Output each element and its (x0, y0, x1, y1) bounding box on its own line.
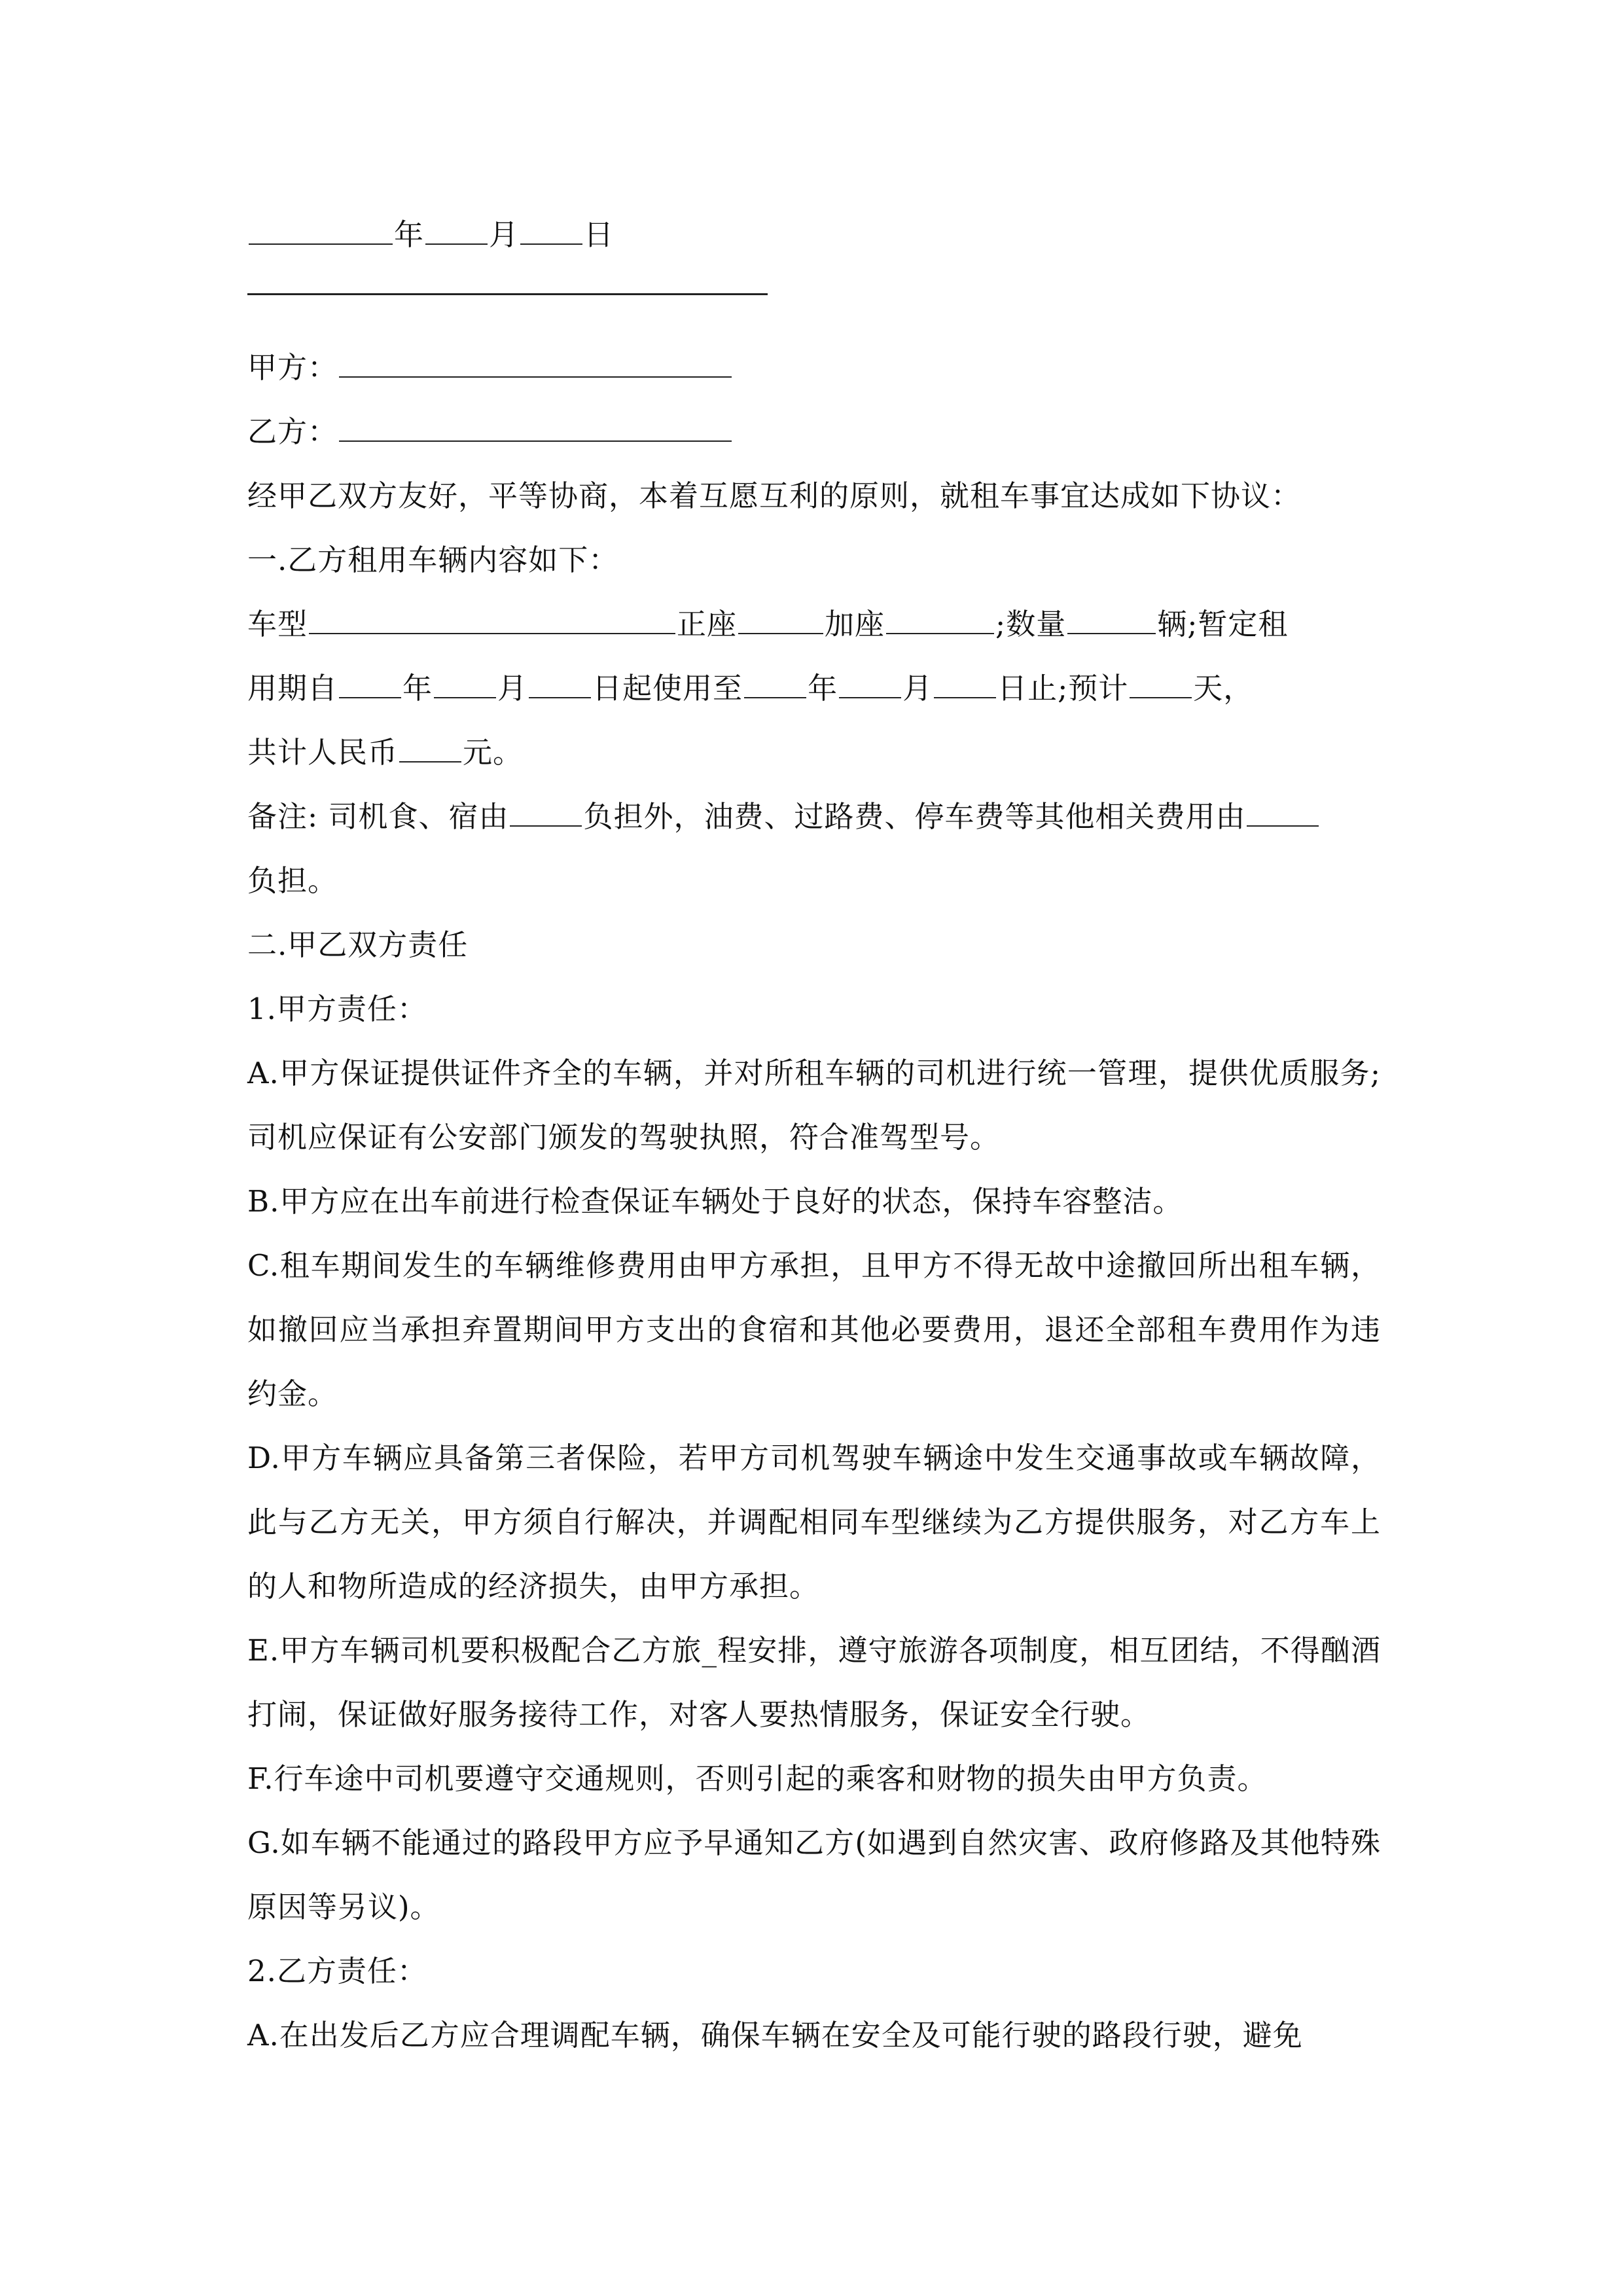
month-blank (425, 217, 488, 245)
a-item-c: C.租车期间发生的车辆维修费用由甲方承担，且甲方不得无故中途撤回所出租车辆，如撤回应当承担弃置期间甲方支出的食宿和其他必要费用，退还全部租车费用作为违约金。 (247, 1248, 1381, 1411)
day-blank (520, 217, 582, 245)
blank (434, 671, 496, 698)
note-line-1: 备注: 司机食、宿由 负担外，油费、过路费、停车费等其他相关费用由 (247, 785, 1381, 849)
seats-blank (738, 607, 823, 634)
blank (839, 671, 901, 698)
contract-page (247, 203, 1381, 2068)
vehicle-line-3: 共计人民币 元。 (247, 735, 524, 770)
party-b-blank (339, 414, 732, 442)
party-a-resp-title: 1.甲方责任： (247, 992, 427, 1026)
blank (510, 799, 582, 827)
vehicle-line-2: 用期自 年 月 日起使用至 年 月 日止;预计 天， (247, 671, 1254, 706)
note-line-2: 负担。 (247, 863, 338, 898)
a-item-g: G.如车辆不能通过的路段甲方应予早通知乙方(如遇到自然灾害、政府修路及其他特殊原因等另议)。 (247, 1825, 1381, 1924)
party-b-resp-title: 2.乙方责任： (247, 1954, 427, 1988)
total-blank (399, 735, 461, 762)
party-a-line: 甲方： (247, 336, 1381, 400)
party-a-blank (339, 350, 732, 378)
blank (744, 671, 806, 698)
qty-blank (1067, 607, 1156, 634)
a-item-b: B.甲方应在出车前进行检查保证车辆处于良好的状态，保持车容整洁。 (247, 1184, 1183, 1219)
vehicle-line-1: 车型 正座 加座 ;数量 辆;暂定租 (247, 607, 1289, 641)
blank (529, 671, 591, 698)
extra-blank (886, 607, 994, 634)
blank (339, 671, 401, 698)
b-item-a: A.在出发后乙方应合理调配车辆，确保车辆在安全及可能行驶的路段行驶，避免 (247, 2018, 1303, 2053)
a-item-d: D.甲方车辆应具备第三者保险，若甲方司机驾驶车辆途中发生交通事故或车辆故障，此与乙方无关，甲方须自行解决，并调配相同车型继续为乙方提供服务，对乙方车上的人和物所造成的经济损失，由甲方承担。 (247, 1441, 1381, 1604)
section-1-title: 一.乙方租用车辆内容如下： (247, 543, 619, 577)
blank (1130, 671, 1192, 698)
divider-line (247, 293, 768, 295)
model-blank (309, 607, 675, 634)
a-item-f: F.行车途中司机要遵守交通规则，否则引起的乘客和财物的损失由甲方负责。 (247, 1761, 1268, 1796)
date-line: 年 月 日 (247, 203, 1381, 267)
year-blank (249, 217, 393, 245)
a-item-a: A.甲方保证提供证件齐全的车辆，并对所租车辆的司机进行统一管理，提供优质服务;司机应保证有公安部门颁发的驾驶执照，符合准驾型号。 (247, 1056, 1381, 1155)
blank (934, 671, 996, 698)
section-2-title: 二.甲乙双方责任 (247, 927, 469, 962)
intro-paragraph: 经甲乙双方友好，平等协商，本着互愿互利的原则，就租车事宜达成如下协议： (247, 478, 1302, 513)
a-item-e: E.甲方车辆司机要积极配合乙方旅_程安排，遵守旅游各项制度，相互团结，不得酗酒打闹，保证做好服务接待工作，对客人要热情服务，保证安全行驶。 (247, 1633, 1381, 1732)
blank (1247, 799, 1319, 827)
party-b-line: 乙方： (247, 400, 1381, 464)
